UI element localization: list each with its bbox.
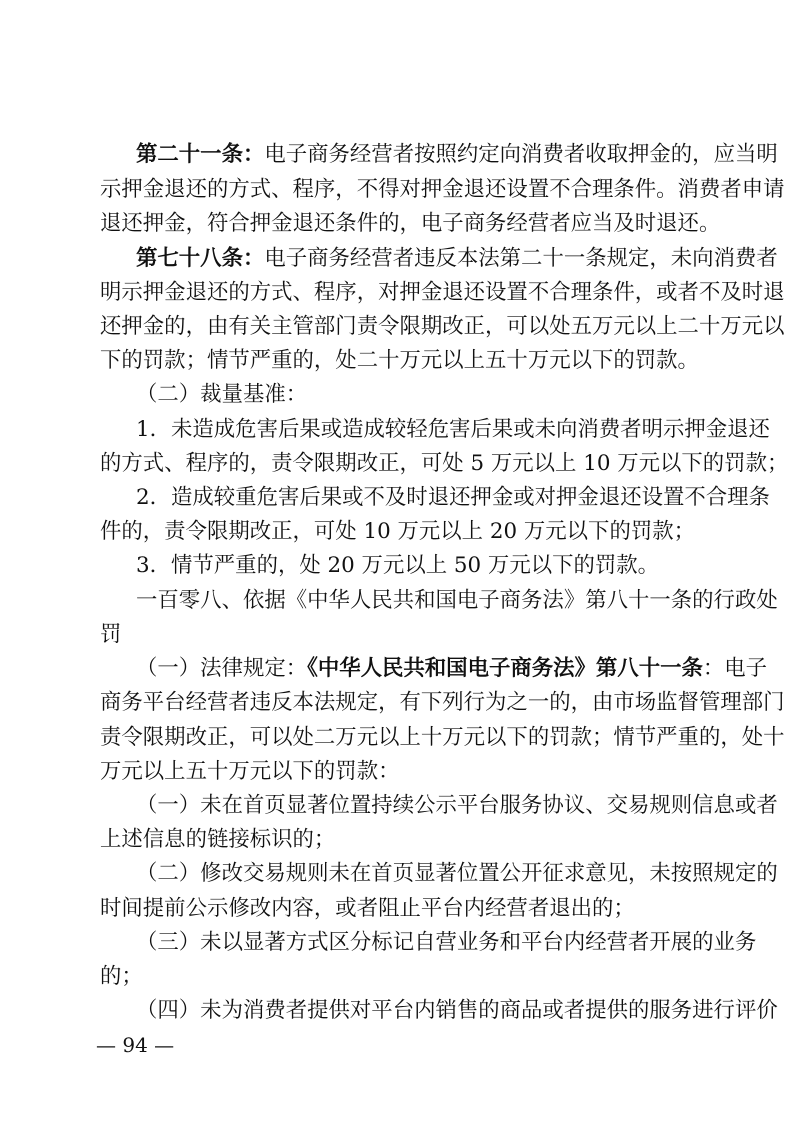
line-text: 明示押金退还的方式、程序，对押金退还设置不合理条件，或者不及时退 bbox=[100, 280, 785, 305]
text-line bbox=[136, 481, 770, 515]
text-line bbox=[100, 755, 694, 789]
text-line bbox=[100, 960, 694, 994]
line-text: 件的，责令限期改正，可处 10 万元以上 20 万元以下的罚款； bbox=[100, 519, 696, 544]
line-text: 1．未造成危害后果或造成较轻危害后果或未向消费者明示押金退还 bbox=[136, 417, 770, 442]
line-text: 还押金的，由有关主管部门责令限期改正，可以处五万元以上二十万元以 bbox=[100, 314, 785, 339]
text-line bbox=[100, 721, 785, 755]
text-line bbox=[136, 549, 694, 583]
line-text: 3．情节严重的，处 20 万元以上 50 万元以下的罚款。 bbox=[136, 553, 660, 578]
text-line bbox=[100, 447, 789, 481]
text-line bbox=[136, 926, 757, 960]
text-line bbox=[136, 857, 778, 891]
line-text: （二）修改交易规则未在首页显著位置公开征求意见，未按照规定的 bbox=[136, 861, 778, 886]
bold-article-heading: 《中华人民共和国电子商务法》第八十一条 bbox=[307, 656, 703, 681]
line-text: 一百零八、依据《中华人民共和国电子商务法》第八十一条的行政处 bbox=[136, 588, 778, 613]
text-line bbox=[136, 584, 778, 618]
line-text: （四）未为消费者提供对平台内销售的商品或者提供的服务进行评价 bbox=[136, 998, 778, 1023]
line-text: 上述信息的链接标识的； bbox=[100, 827, 336, 852]
text-line bbox=[100, 276, 785, 310]
text-line bbox=[100, 892, 694, 926]
text-line bbox=[136, 994, 778, 1028]
text-line bbox=[136, 652, 768, 686]
text-line bbox=[100, 344, 699, 378]
line-text: ：电子 bbox=[702, 656, 768, 681]
bold-article-heading: 第七十八条： bbox=[136, 246, 265, 271]
line-text: 责令限期改正，可以处二万元以上十万元以下的罚款；情节严重的，处十 bbox=[100, 725, 785, 750]
line-prefix: （一）法律规定： bbox=[136, 656, 308, 681]
text-line bbox=[136, 242, 778, 276]
line-text: 下的罚款；情节严重的，处二十万元以上五十万元以下的罚款。 bbox=[100, 348, 699, 373]
text-line bbox=[100, 207, 721, 241]
text-line bbox=[136, 378, 694, 412]
line-text: 2．造成较重危害后果或不及时退还押金或对押金退还设置不合理条 bbox=[136, 485, 770, 510]
text-line bbox=[100, 823, 694, 857]
text-line bbox=[136, 138, 778, 172]
text-line bbox=[100, 618, 694, 652]
line-text: 退还押金，符合押金退还条件的，电子商务经营者应当及时退还。 bbox=[100, 211, 721, 236]
line-text: 电子商务经营者违反本法第二十一条规定，未向消费者 bbox=[264, 246, 778, 271]
text-line bbox=[100, 515, 694, 549]
line-text: （二）裁量基准： bbox=[136, 382, 308, 407]
line-text: 电子商务经营者按照约定向消费者收取押金的，应当明 bbox=[264, 142, 778, 167]
line-text: （三）未以显著方式区分标记自营业务和平台内经营者开展的业务 bbox=[136, 930, 757, 955]
line-text: 的； bbox=[100, 964, 143, 989]
line-text: 时间提前公示修改内容，或者阻止平台内经营者退出的； bbox=[100, 896, 635, 921]
text-line bbox=[100, 173, 785, 207]
line-text: 罚 bbox=[100, 622, 122, 647]
line-text: 商务平台经营者违反本法规定，有下列行为之一的，由市场监督管理部门 bbox=[100, 690, 785, 715]
text-line bbox=[100, 310, 785, 344]
text-line bbox=[100, 686, 785, 720]
bold-article-heading: 第二十一条： bbox=[136, 142, 265, 167]
line-text: （一）未在首页显著位置持续公示平台服务协议、交易规则信息或者 bbox=[136, 793, 778, 818]
line-text: 示押金退还的方式、程序，不得对押金退还设置不合理条件。消费者申请 bbox=[100, 177, 785, 202]
text-line bbox=[136, 789, 778, 823]
page-number: — 94 — bbox=[96, 1033, 175, 1057]
line-text: 万元以上五十万元以下的罚款： bbox=[100, 759, 400, 784]
line-text: 的方式、程序的，责令限期改正，可处 5 万元以上 10 万元以下的罚款； bbox=[100, 451, 789, 476]
text-line bbox=[136, 413, 770, 447]
